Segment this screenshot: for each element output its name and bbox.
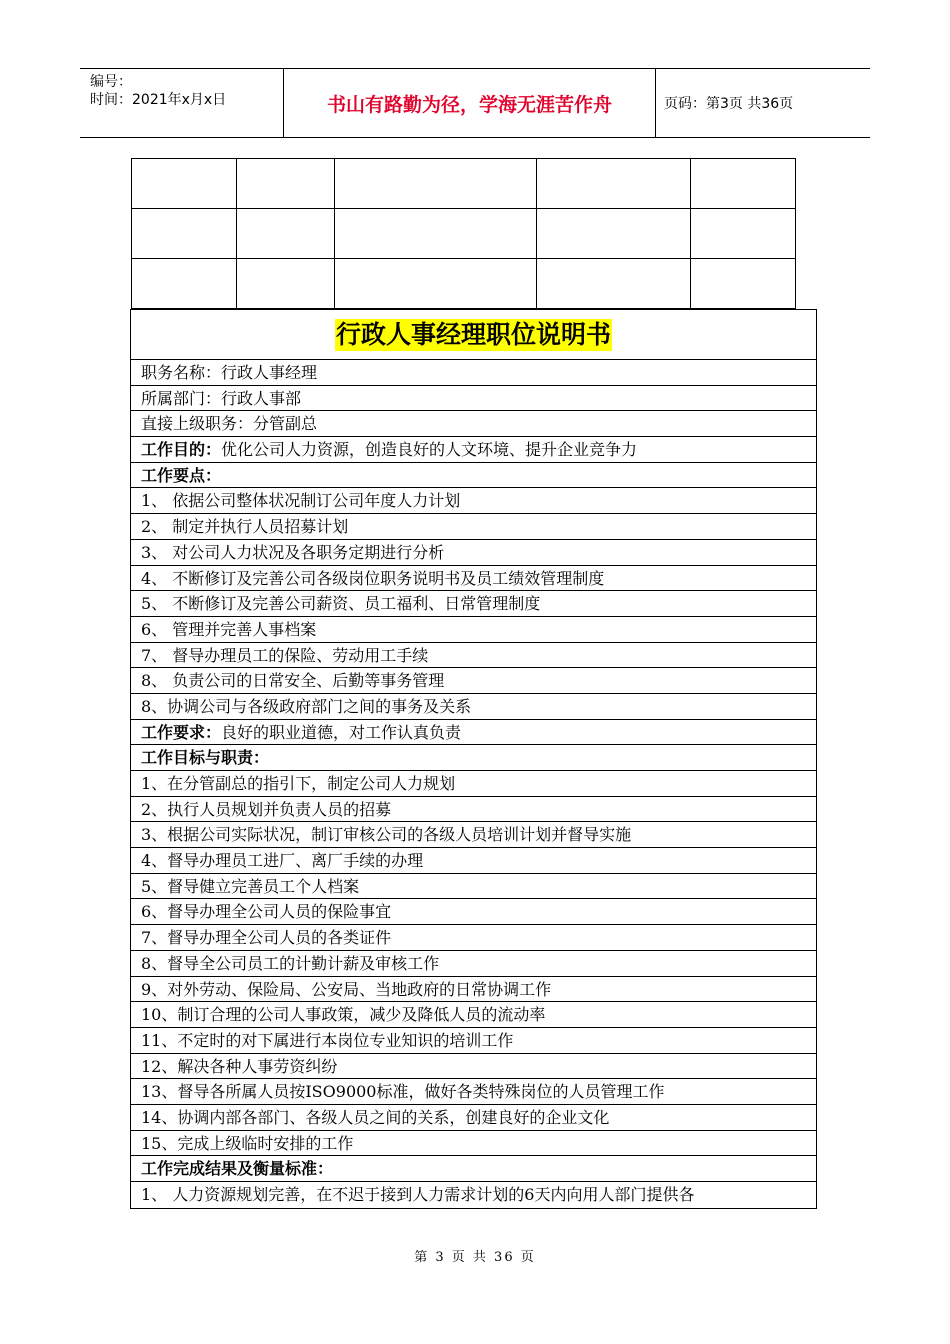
keypoint-item: 1、 依据公司整体状况制订公司年度人力计划 <box>131 488 816 514</box>
duty-item: 15、完成上级临时安排的工作 <box>131 1131 816 1157</box>
purpose-row <box>131 437 816 463</box>
purpose-label: 工作目的： <box>141 440 222 460</box>
keypoint-item: 2、 制定并执行人员招募计划 <box>131 514 816 540</box>
duty-item: 11、不定时的对下属进行本岗位专业知识的培训工作 <box>131 1028 816 1054</box>
job-description-table <box>130 309 817 1209</box>
requirement-label: 工作要求： <box>141 722 222 742</box>
duty-item: 7、督导办理全公司人员的各类证件 <box>131 925 816 951</box>
keypoint-item: 4、 不断修订及完善公司各级岗位职务说明书及员工绩效管理制度 <box>131 566 816 592</box>
keypoint-item: 6、 管理并完善人事档案 <box>131 617 816 643</box>
grid-cell <box>537 259 691 309</box>
keypoint-item: 5、 不断修订及完善公司薪资、员工福利、日常管理制度 <box>131 591 816 617</box>
duties-heading: 工作目标与职责： <box>131 745 816 771</box>
duty-item: 6、督导办理全公司人员的保险事宜 <box>131 899 816 925</box>
grid-cell <box>237 209 335 259</box>
duty-item: 8、督导全公司员工的计勤计薪及审核工作 <box>131 951 816 977</box>
duty-item: 13、督导各所属人员按ISO9000标准，做好各类特殊岗位的人员管理工作 <box>131 1079 816 1105</box>
grid-cell <box>335 159 537 209</box>
duty-item: 10、制订合理的公司人事政策，减少及降低人员的流动率 <box>131 1002 816 1028</box>
duty-item: 14、协调内部各部门、各级人员之间的关系，创建良好的企业文化 <box>131 1105 816 1131</box>
grid-cell <box>237 159 335 209</box>
grid-row <box>132 159 796 209</box>
results-item: 1、 人力资源规划完善，在不迟于接到人力需求计划的6天内向用人部门提供各 <box>141 1185 695 1204</box>
keypoint-item: 8、 负责公司的日常安全、后勤等事务管理 <box>131 668 816 694</box>
grid-cell <box>537 209 691 259</box>
header-meta <box>80 69 283 137</box>
duty-item: 4、督导办理员工进厂、离厂手续的办理 <box>131 848 816 874</box>
duty-item: 9、对外劳动、保险局、公安局、当地政府的日常协调工作 <box>131 977 816 1003</box>
grid-cell <box>537 159 691 209</box>
grid-cell <box>335 259 537 309</box>
page-footer: 第 3 页 共 36 页 <box>414 1250 536 1265</box>
grid-cell <box>691 209 796 259</box>
grid-cell <box>335 209 537 259</box>
document-time-label: 时间：2021年x月x日 <box>90 92 227 108</box>
duty-item: 5、督导健立完善员工个人档案 <box>131 874 816 900</box>
duty-item: 3、根据公司实际状况，制订审核公司的各级人员培训计划并督导实施 <box>131 822 816 848</box>
keypoints-heading: 工作要点： <box>131 463 816 489</box>
grid-row <box>132 259 796 309</box>
grid-cell <box>132 259 237 309</box>
requirement-text: 良好的职业道德，对工作认真负责 <box>221 722 462 742</box>
page-header <box>80 68 870 138</box>
purpose-text: 优化公司人力资源，创造良好的人文环境、提升企业竞争力 <box>221 440 638 460</box>
document-title: 行政人事经理职位说明书 <box>335 319 611 349</box>
title-row <box>131 310 816 360</box>
empty-grid-table <box>131 158 796 309</box>
duty-item: 2、执行人员规划并负责人员的招募 <box>131 797 816 823</box>
grid-cell <box>691 259 796 309</box>
document-number-label: 编号： <box>90 74 132 90</box>
duty-item: 12、解决各种人事劳资纠纷 <box>131 1054 816 1080</box>
header-motto: 书山有路勤为径，学海无涯苦作舟 <box>283 69 656 137</box>
keypoint-item: 8、协调公司与各级政府部门之间的事务及关系 <box>131 694 816 720</box>
superior-row: 直接上级职务：分管副总 <box>131 411 816 437</box>
header-page-info: 页码：第3页 共36页 <box>664 96 794 112</box>
department-row: 所属部门：行政人事部 <box>131 386 816 412</box>
job-name-row: 职务名称：行政人事经理 <box>131 360 816 386</box>
keypoint-item: 3、 对公司人力状况及各职务定期进行分析 <box>131 540 816 566</box>
grid-cell <box>132 159 237 209</box>
keypoint-item: 7、 督导办理员工的保险、劳动用工手续 <box>131 643 816 669</box>
grid-row <box>132 209 796 259</box>
requirement-row <box>131 720 816 746</box>
grid-cell <box>132 209 237 259</box>
duty-item: 1、在分管副总的指引下，制定公司人力规划 <box>131 771 816 797</box>
results-heading: 工作完成结果及衡量标准： <box>131 1156 816 1182</box>
grid-cell <box>237 259 335 309</box>
grid-cell <box>691 159 796 209</box>
